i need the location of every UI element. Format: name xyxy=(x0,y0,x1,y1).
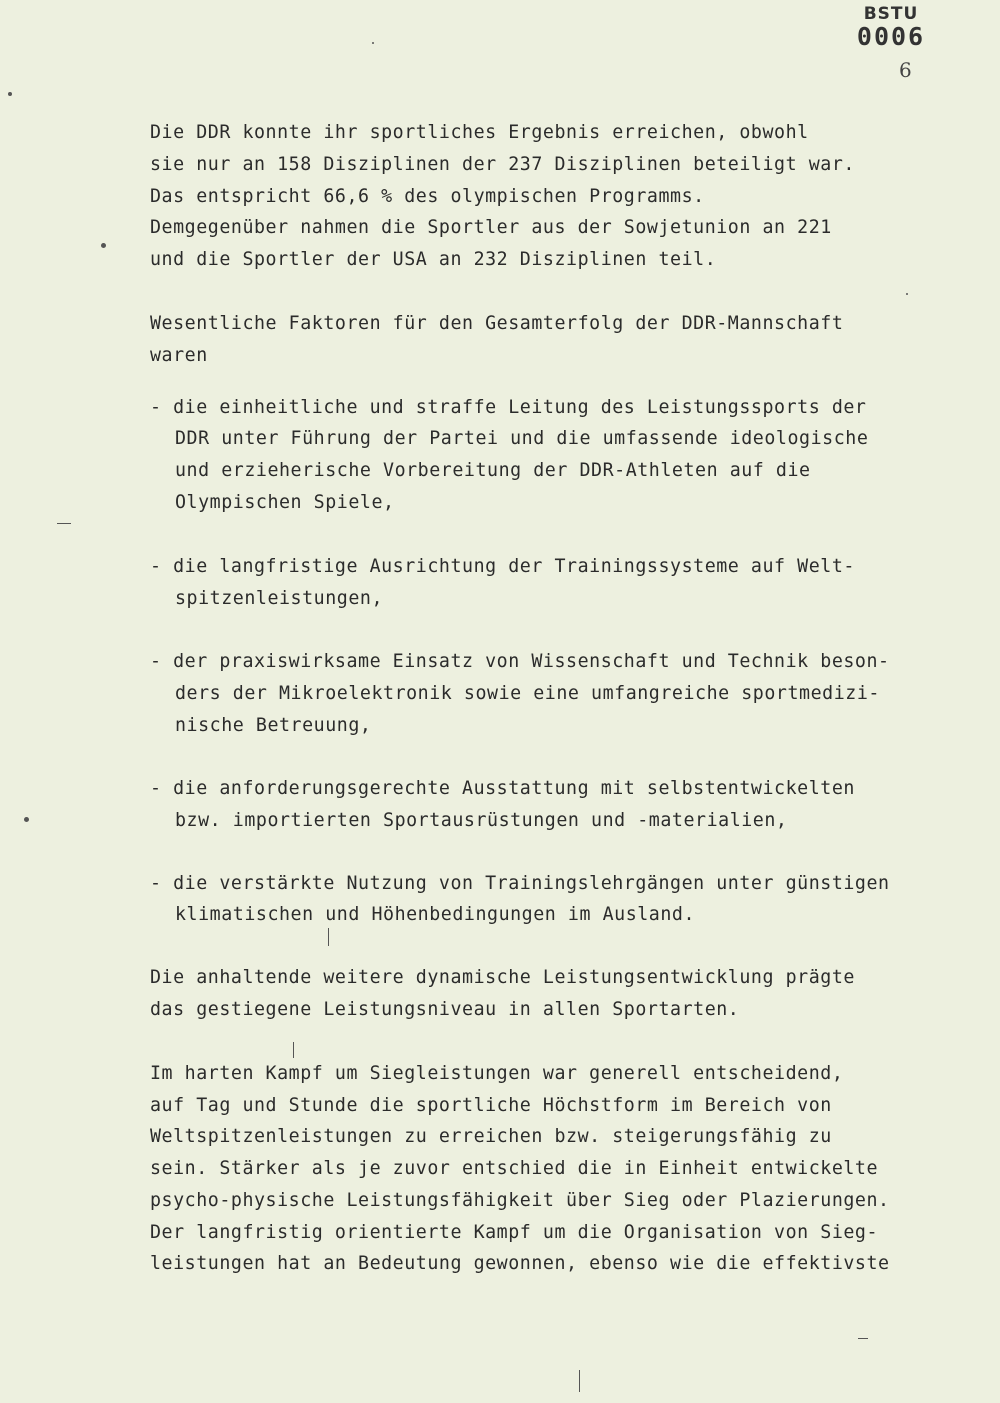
scan-speck xyxy=(101,243,106,248)
text-line: leistungen hat an Bedeutung gewonnen, ebenso wie die effektivste xyxy=(150,1253,890,1274)
text-line: psycho-physische Leistungsfähigkeit über Sieg oder Plazierungen. xyxy=(150,1190,890,1211)
bullet-line: - der praxiswirksame Einsatz von Wissenschaft und Technik beson- xyxy=(150,651,890,672)
text-line: Wesentliche Faktoren für den Gesamterfolg der DDR-Mannschaft xyxy=(150,313,844,334)
text-line: Demgegenüber nahmen die Sportler aus der Sowjetunion an 221 xyxy=(150,217,832,238)
text-line: Der langfristig orientierte Kampf um die Organisation von Sieg- xyxy=(150,1222,879,1243)
text-line: Weltspitzenleistungen zu erreichen bzw. steigerungsfähig zu xyxy=(150,1126,832,1147)
scan-speck xyxy=(579,1370,580,1392)
text-line: und die Sportler der USA an 232 Disziplinen teil. xyxy=(150,249,717,270)
text-line: Die anhaltende weitere dynamische Leistungsentwicklung prägte xyxy=(150,967,855,988)
bullet-line: nische Betreuung, xyxy=(175,715,372,736)
bullet-line: Olympischen Spiele, xyxy=(175,492,395,513)
bullet-line: bzw. importierten Sportausrüstungen und -materialien, xyxy=(175,810,788,831)
scan-speck xyxy=(328,928,329,946)
page-number: 6 xyxy=(899,58,912,82)
text-line: waren xyxy=(150,345,208,366)
bullet-line: ders der Mikroelektronik sowie eine umfangreiche sportmedizi- xyxy=(175,683,880,704)
text-line: sie nur an 158 Disziplinen der 237 Disziplinen beteiligt war. xyxy=(150,154,855,175)
bullet-line: - die einheitliche und straffe Leitung des Leistungssports der xyxy=(150,397,867,418)
text-line: sein. Stärker als je zuvor entschied die in Einheit entwickelte xyxy=(150,1158,879,1179)
text-line: auf Tag und Stunde die sportliche Höchstform im Bereich von xyxy=(150,1095,832,1116)
text-line: Die DDR konnte ihr sportliches Ergebnis erreichen, obwohl xyxy=(150,122,809,143)
stamp-number: 0006 xyxy=(856,22,926,51)
bullet-line: und erzieherische Vorbereitung der DDR-Athleten auf die xyxy=(175,460,811,481)
bullet-line: - die verstärkte Nutzung von Trainingslehrgängen unter günstigen xyxy=(150,873,890,894)
scan-speck xyxy=(57,523,71,524)
bullet-line: - die langfristige Ausrichtung der Trainingssysteme auf Welt- xyxy=(150,556,855,577)
scan-speck xyxy=(906,293,908,295)
stamp-label: BSTU xyxy=(863,4,919,24)
bullet-line: spitzenleistungen, xyxy=(175,588,384,609)
scan-speck xyxy=(858,1338,868,1339)
scan-speck xyxy=(372,42,374,44)
scan-speck xyxy=(293,1042,294,1058)
scan-speck xyxy=(24,817,29,822)
text-line: Das entspricht 66,6 % des olympischen Programms. xyxy=(150,186,705,207)
bullet-line: - die anforderungsgerechte Ausstattung mit selbstentwickelten xyxy=(150,778,855,799)
bullet-line: klimatischen und Höhenbedingungen im Ausland. xyxy=(175,904,696,925)
text-line: Im harten Kampf um Siegleistungen war generell entscheidend, xyxy=(150,1063,844,1084)
scan-speck xyxy=(8,92,12,96)
text-line: das gestiegene Leistungsniveau in allen Sportarten. xyxy=(150,999,740,1020)
bullet-line: DDR unter Führung der Partei und die umfassende ideologische xyxy=(175,428,869,449)
archive-stamp xyxy=(850,4,932,51)
